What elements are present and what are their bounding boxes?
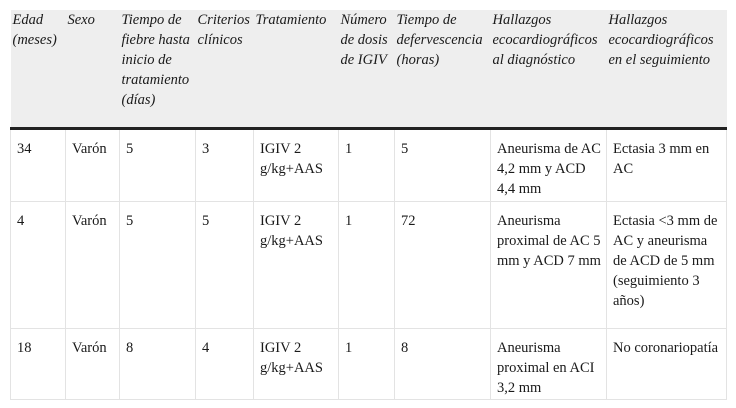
cell-echo-diagnosis: Aneurisma de AC 4,2 mm y ACD 4,4 mm: [491, 128, 607, 201]
cell-echo-followup: No coronariopatía: [607, 328, 727, 399]
cell-echo-followup: Ectasia <3 mm de AC y aneurisma de ACD de 5 mm (seguimiento 3 años): [607, 201, 727, 328]
header-age: Edad (meses): [11, 10, 66, 128]
cell-treatment: IGIV 2 g/kg+AAS: [254, 128, 339, 201]
header-sex: Sexo: [66, 10, 120, 128]
cell-echo-followup: Ectasia 3 mm en AC: [607, 128, 727, 201]
cell-defervescence-time: 5: [395, 128, 491, 201]
cell-defervescence-time: 72: [395, 201, 491, 328]
header-treatment: Tratamiento: [254, 10, 339, 128]
table-row: [11, 328, 727, 399]
cell-echo-diagnosis: Aneurisma proximal en ACI 3,2 mm: [491, 328, 607, 399]
header-echo-followup: Hallazgos ecocardiográficos en el seguimiento: [607, 10, 727, 128]
cell-defervescence-time: 8: [395, 328, 491, 399]
cell-ivig-doses: 1: [339, 128, 395, 201]
cell-clinical-criteria: 4: [196, 328, 254, 399]
cell-fever-time: 5: [120, 128, 196, 201]
header-echo-diagnosis: Hallazgos ecocardiográficos al diagnóstico: [491, 10, 607, 128]
cell-sex: Varón: [66, 328, 120, 399]
cell-age: 34: [11, 128, 66, 201]
cell-ivig-doses: 1: [339, 328, 395, 399]
cell-fever-time: 8: [120, 328, 196, 399]
table-row: [11, 128, 727, 201]
cell-treatment: IGIV 2 g/kg+AAS: [254, 328, 339, 399]
cell-clinical-criteria: 5: [196, 201, 254, 328]
header-defervescence-time: Tiempo de defervescencia (horas): [395, 10, 491, 128]
cell-clinical-criteria: 3: [196, 128, 254, 201]
case-table: [10, 10, 727, 400]
table-row: [11, 201, 727, 328]
cell-treatment: IGIV 2 g/kg+AAS: [254, 201, 339, 328]
cell-age: 18: [11, 328, 66, 399]
header-row: [11, 10, 727, 128]
cell-fever-time: 5: [120, 201, 196, 328]
header-ivig-doses: Número de dosis de IGIV: [339, 10, 395, 128]
cell-sex: Varón: [66, 201, 120, 328]
header-fever-time: Tiempo de fiebre hasta inicio de tratamiento (días): [120, 10, 196, 128]
cell-age: 4: [11, 201, 66, 328]
cell-echo-diagnosis: Aneurisma proximal de AC 5 mm y ACD 7 mm: [491, 201, 607, 328]
cell-ivig-doses: 1: [339, 201, 395, 328]
cell-sex: Varón: [66, 128, 120, 201]
header-clinical-criteria: Criterios clínicos: [196, 10, 254, 128]
